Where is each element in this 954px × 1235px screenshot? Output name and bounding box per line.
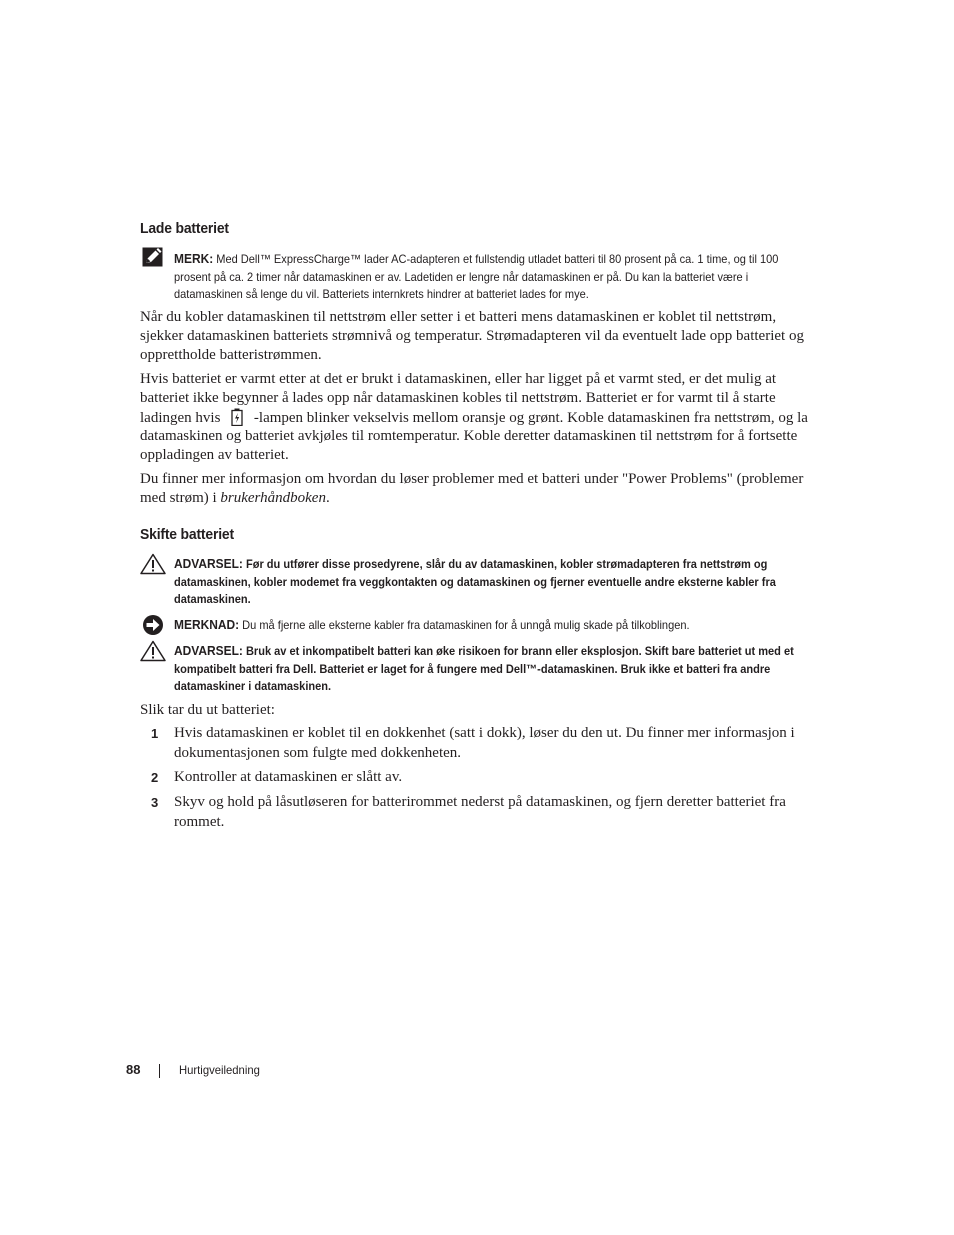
step-number: 2 (151, 770, 159, 785)
note-expresscharge (174, 250, 800, 304)
step-text: Kontroller at datamaskinen er slått av. (174, 769, 403, 785)
notice-arrow-icon (142, 614, 164, 641)
warning-triangle-icon (140, 640, 166, 667)
paragraph-more-info-text: Du finner mer informasjon om hvordan du løser problemer med et batteri under "Power Problems" (problemer med strøm) i (140, 471, 804, 506)
step-number: 1 (151, 726, 159, 741)
footer-divider (159, 1064, 160, 1078)
paragraph-charging: Når du kobler datamaskinen til nettstrøm eller setter i et batteri mens datamaskinen er koblet til nettstrøm, sjekker datamaskinen batteriets strømnivå og temperatur. Strømadapteren vil da eventuelt lade opp batteriet og opprettholde batteristrømmen. (140, 309, 804, 363)
warning-triangle-icon (140, 553, 166, 580)
heading-lade-batteriet: Lade batteriet (140, 220, 229, 237)
battery-status-icon (224, 408, 250, 426)
note-text: Med Dell™ ExpressCharge™ lader AC-adapteren et fullstendig utladet batteri til 80 prosent på ca. 1 time, og til 100 prosent på ca. 2 timer når datamaskinen er av. Ladetiden er lengre når datamaskinen er på. Du kan la batteriet være i datamaskinen så lenge du vil. Batteriets internkrets hindrer at batteriet lades for mye. (174, 252, 779, 302)
notice-text: Du må fjerne alle eksterne kabler fra datamaskinen for å unngå mulig skade på tilkoblingen. (239, 618, 690, 632)
heading-skifte-batteriet: Skifte batteriet (140, 526, 234, 543)
warning-incompatible-battery (174, 642, 800, 696)
paragraph-hot-battery (140, 370, 815, 465)
notice-external-cables (174, 616, 800, 635)
warning-text: Bruk av et inkompatibelt batteri kan øke risikoen for brann eller eksplosjon. Skift bare batteriet ut med et kompatibelt batteri fra Dell. Batteriet er laget for å fungere med Dell™-datamaskinen. Bruk ikke et batteri fra andre datamaskiner i datamaskinen. (174, 644, 794, 694)
paragraph-more-info-end: . (325, 489, 330, 506)
footer-title: Hurtigveiledning (179, 1063, 260, 1077)
warning-label: ADVARSEL: (174, 556, 243, 571)
user-guide-reference: brukerhåndboken (220, 489, 326, 506)
warning-label: ADVARSEL: (174, 643, 243, 658)
page-number: 88 (126, 1062, 141, 1077)
notice-label: MERKNAD: (174, 617, 240, 632)
step-text: Skyv og hold på låsutløseren for batterirommet nederst på datamaskinen, og fjern deretter batteriet fra rommet. (174, 794, 786, 830)
note-label: MERK: (174, 251, 214, 266)
warning-text: Før du utfører disse prosedyrene, slår du av datamaskinen, kobler strømadapteren fra nettstrøm og datamaskinen, kobler modemet fra veggkontakten og datamaskinen og fjerner eventuelle andre eksterne kabler fra datamaskinen. (174, 557, 776, 607)
paragraph-hot-battery-part2: -lampen blinker vekselvis mellom oransje og grønt. Koble datamaskinen fra nettstrøm, og la datamaskinen og batteriet avkjøles til romtemperatur. Koble deretter datamaskinen til nettstrøm for å fortsette oppladingen av batteriet. (140, 409, 808, 464)
step-number: 3 (151, 795, 159, 810)
step-text: Hvis datamaskinen er koblet til en dokkenhet (satt i dokk), løser du den ut. Du finner mer informasjon i dokumentasjonen som fulgte med dokkenheten. (174, 725, 795, 761)
warning-power-off (174, 555, 800, 609)
paragraph-hot-battery-part1: Hvis batteriet er varmt etter at det er brukt i datamaskinen, eller har ligget på et varmt sted, er det mulig at batteriet ikke begynner å lades opp når datamaskinen kobles til nettstrøm. Batteriet er for varmt til å starte ladingen hvis (140, 371, 777, 426)
note-pencil-icon (142, 247, 164, 272)
steps-intro: Slik tar du ut batteriet: (140, 702, 275, 718)
paragraph-more-info (140, 470, 815, 508)
